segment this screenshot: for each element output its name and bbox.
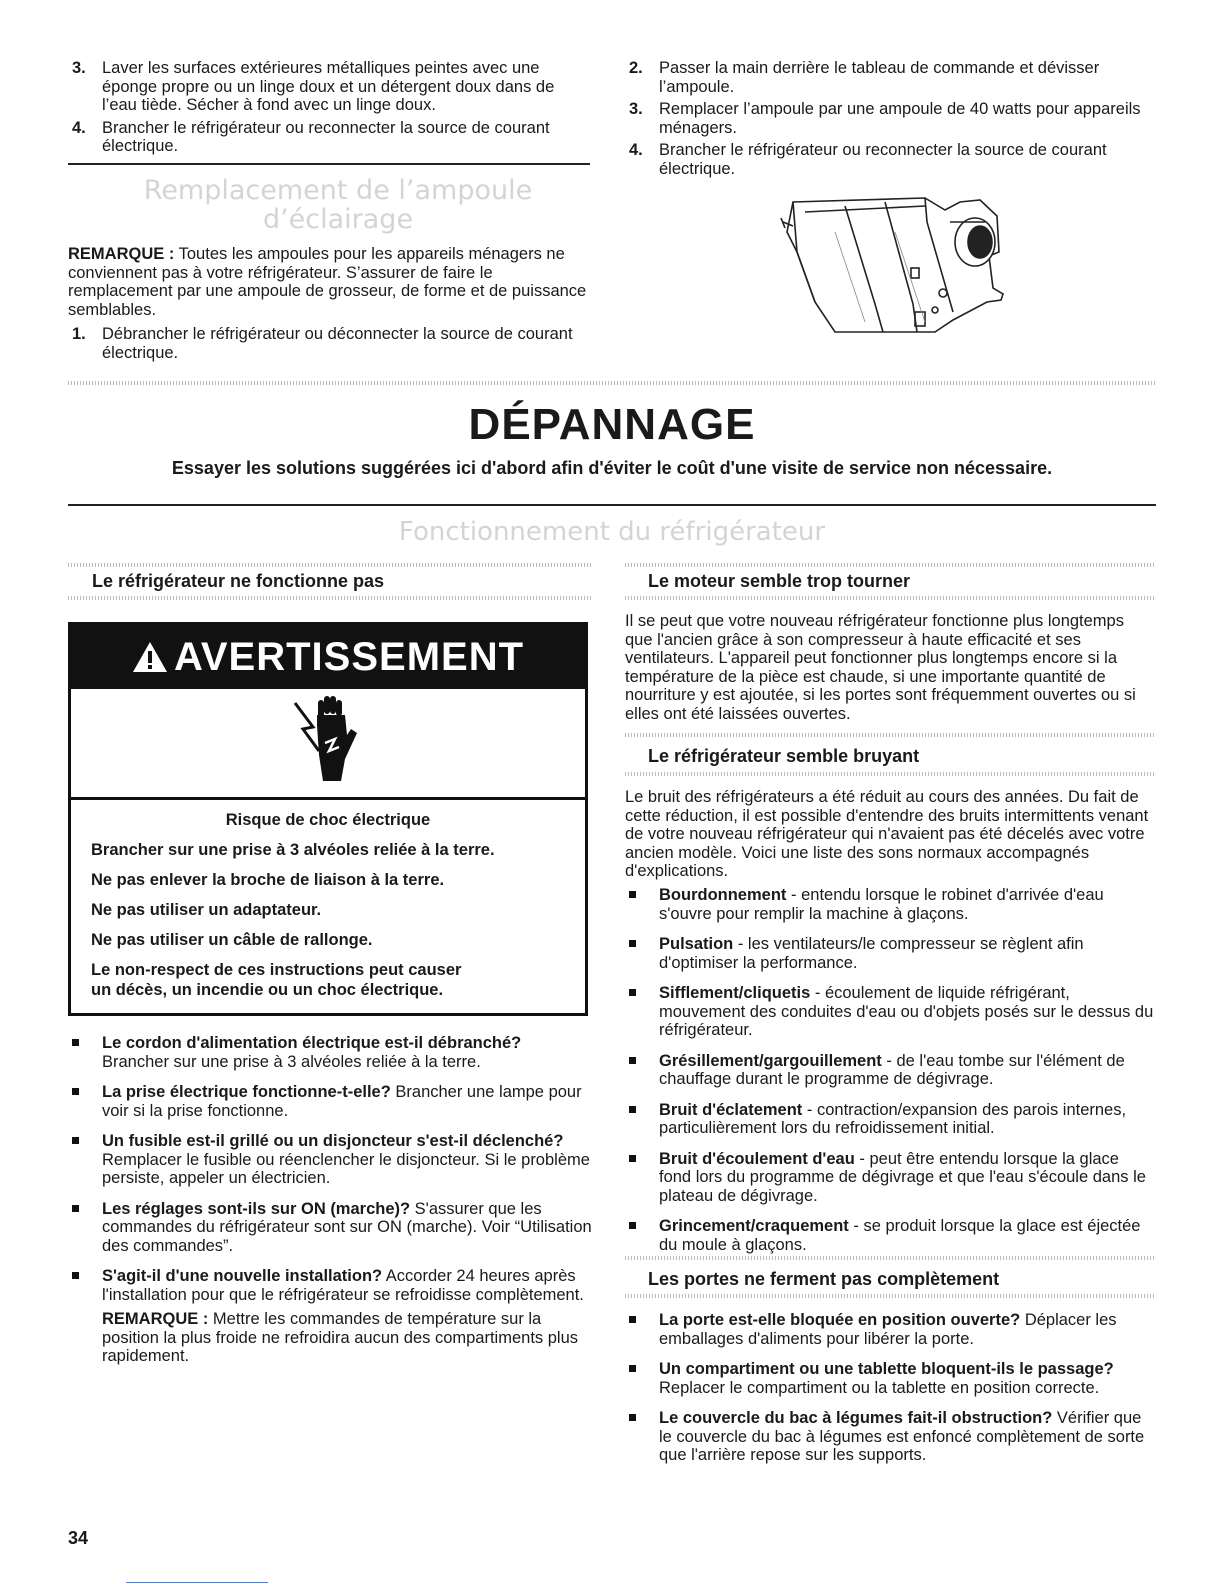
list-item: Grincement/craquement - se produit lorsque la glace est éjectée du moule à glaçons. [625,1217,1155,1254]
list-item: Un compartiment ou une tablette bloquent-ils le passage? Replacer le compartiment ou la tablette en position correcte. [625,1360,1155,1397]
hatched-rule [625,1294,1155,1298]
top-right-column [625,59,1155,182]
temperature-remark: REMARQUE : Mettre les commandes de température sur la position la plus froide ne refroidira aucun des compartiments plus rapidement. [102,1310,579,1365]
hatched-rule [68,563,592,567]
bulb-step-1-text: Débrancher le réfrigérateur ou déconnecter la source de courant électrique. [102,325,573,362]
divider [68,504,1156,506]
shock-hazard-area [71,689,585,800]
bulb-step-2: 2. Passer la main derrière le tableau de commande et dévisser l’ampoule. [629,59,1100,96]
warning-box [68,622,588,1016]
motor-paragraph: Il se peut que votre nouveau réfrigérateur fonctionne plus longtemps que l'ancien grâce à son compresseur à haute efficacité et ses ventilateurs. L'appareil peut fonctionner plus longtemps encore si la température de la pièce est chaude, si une importante quantité de nourriture y est ajoutée, si les portes sont fréquemment ouvertes ou si elles ont été laissées ouvertes. [625,612,1136,723]
hatched-rule [625,1256,1155,1260]
cleaning-step-4-text: Brancher le réfrigérateur ou reconnecter la source de courant électrique. [102,118,550,155]
bulb-step-1: 1. Débrancher le réfrigérateur ou déconnecter la source de courant électrique. [72,325,573,362]
page-number: 34 [68,1528,89,1548]
noise-list [625,886,1155,1266]
hatched-separator [68,381,1156,385]
warning-line: Brancher sur une prise à 3 alvéoles reliée à la terre. [91,841,495,859]
list-item: Bruit d'éclatement - contraction/expansion des parois internes, particulièrement lors du refroidissement initial. [625,1101,1155,1138]
footer-rule [126,1582,268,1583]
hatched-rule [68,596,592,600]
heading-not-working: Le réfrigérateur ne fonctionne pas [92,571,385,591]
door-list [625,1311,1155,1477]
warning-line: Ne pas enlever la broche de liaison à la terre. [91,871,445,889]
heading-noisy: Le réfrigérateur semble bruyant [648,746,920,766]
remark-label: REMARQUE : [68,245,175,263]
section-title-operation: Fonctionnement du réfrigérateur [398,517,826,547]
list-item: Bruit d'écoulement d'eau - peut être entendu lorsque la glace fond lors du programme de dégivrage et que l'eau s'écoule dans le plateau de dégivrage. [625,1150,1155,1206]
warning-line: Ne pas utiliser un adaptateur. [91,901,322,919]
cleaning-step-4: 4. Brancher le réfrigérateur ou reconnecter la source de courant électrique. [72,118,550,155]
warning-line: Ne pas utiliser un câble de rallonge. [91,931,373,949]
warning-triangle-icon [132,628,168,660]
list-item: Bourdonnement - entendu lorsque le robinet d'arrivée d'eau s'ouvre pour remplir la machine à glaçons. [625,886,1155,923]
cleaning-step-3: 3. Laver les surfaces extérieures métalliques peintes avec une éponge propre ou un linge doux et un détergent doux dans de l’eau tiède. Sécher à fond avec un linge doux. [72,59,555,114]
list-item: Un fusible est-il grillé ou un disjoncteur s'est-il déclenché? Remplacer le fusible ou réenclencher le disjoncteur. Si le problème persiste, appeler un électricien. [68,1132,592,1188]
hatched-rule [625,596,1155,600]
heading-doors: Les portes ne ferment pas complètement [648,1269,1000,1289]
list-item: S'agit-il d'une nouvelle installation? Accorder 24 heures après l'installation pour que le réfrigérateur se refroidisse complètement. [68,1267,592,1304]
warning-header [71,625,585,689]
bulb-step-3: 3. Remplacer l’ampoule par une ampoule de 40 watts pour appareils ménagers. [629,100,1141,137]
page-title: DÉPANNAGE [468,400,756,449]
warning-consequence: un décès, un incendie ou un choc électrique. [91,981,444,999]
hatched-rule [625,772,1155,776]
top-left-column [68,59,590,160]
electric-shock-hand-icon [291,695,371,787]
warning-risk: Risque de choc électrique [225,811,431,829]
list-item: Sifflement/cliquetis - écoulement de liquide réfrigérant, mouvement des conduites d'eau ou d'objets posés sur le dessus du réfrigérateur. [625,984,1155,1040]
list-item: Les réglages sont-ils sur ON (marche)? S'assurer que les commandes du réfrigérateur sont sur ON (marche). Voir “Utilisation des commandes”. [68,1200,592,1256]
bulb-step-4: 4. Brancher le réfrigérateur ou reconnecter la source de courant électrique. [629,141,1107,178]
list-item: Le couvercle du bac à légumes fait-il obstruction? Vérifier que le couvercle du bac à légumes est enfoncé complètement de sorte que l'arrière repose sur les supports. [625,1409,1155,1465]
heading-motor-runs: Le moteur semble trop tourner [648,571,911,591]
list-item: Pulsation - les ventilateurs/le compresseur se règlent afin d'optimiser la performance. [625,935,1155,972]
hatched-rule [625,733,1155,737]
noise-paragraph: Le bruit des réfrigérateurs a été réduit au cours des années. Du fait de cette réduction, il est possible d'entendre des bruits intermittents venant de votre nouveau réfrigérateur qui n'avaient pas été décelés avec votre ancien modèle. Voici une liste des sons normaux accompagnés d'explications. [625,788,1149,880]
hatched-rule [625,563,1155,567]
bulb-remark [68,245,590,319]
page-subtitle: Essayer les solutions suggérées ici d'abord afin d'éviter le coût d'une visite de service non nécessaire. [171,458,1053,478]
light-housing-illustration [775,192,1015,347]
not-working-checklist [68,1034,592,1366]
warning-title: AVERTISSEMENT [173,635,525,679]
list-item: Grésillement/gargouillement - de l'eau tombe sur l'élément de chauffage durant le programme de dégivrage. [625,1052,1155,1089]
list-item: La porte est-elle bloquée en position ouverte? Déplacer les emballages d'aliments pour libérer la porte. [625,1311,1155,1348]
remark-text: Toutes les ampoules pour les appareils ménagers ne conviennent pas à votre réfrigérateur. S’assurer de faire le remplacement par une ampoule de grosseur, de forme et de puissance semblables. [68,245,587,319]
list-item: La prise électrique fonctionne-t-elle? Brancher une lampe pour voir si la prise fonctionne. [68,1083,592,1120]
divider [68,163,590,165]
warning-consequence: Le non-respect de ces instructions peut causer [91,961,462,979]
section-title-bulb: Remplacement de l’ampoule d’éclairage [143,175,533,235]
cleaning-step-3-text: Laver les surfaces extérieures métalliques peintes avec une éponge propre ou un linge doux et un détergent doux dans de l’eau tiède. Sécher à fond avec un linge doux. [102,59,555,114]
list-item: Le cordon d'alimentation électrique est-il débranché? Brancher sur une prise à 3 alvéoles reliée à la terre. [68,1034,592,1071]
